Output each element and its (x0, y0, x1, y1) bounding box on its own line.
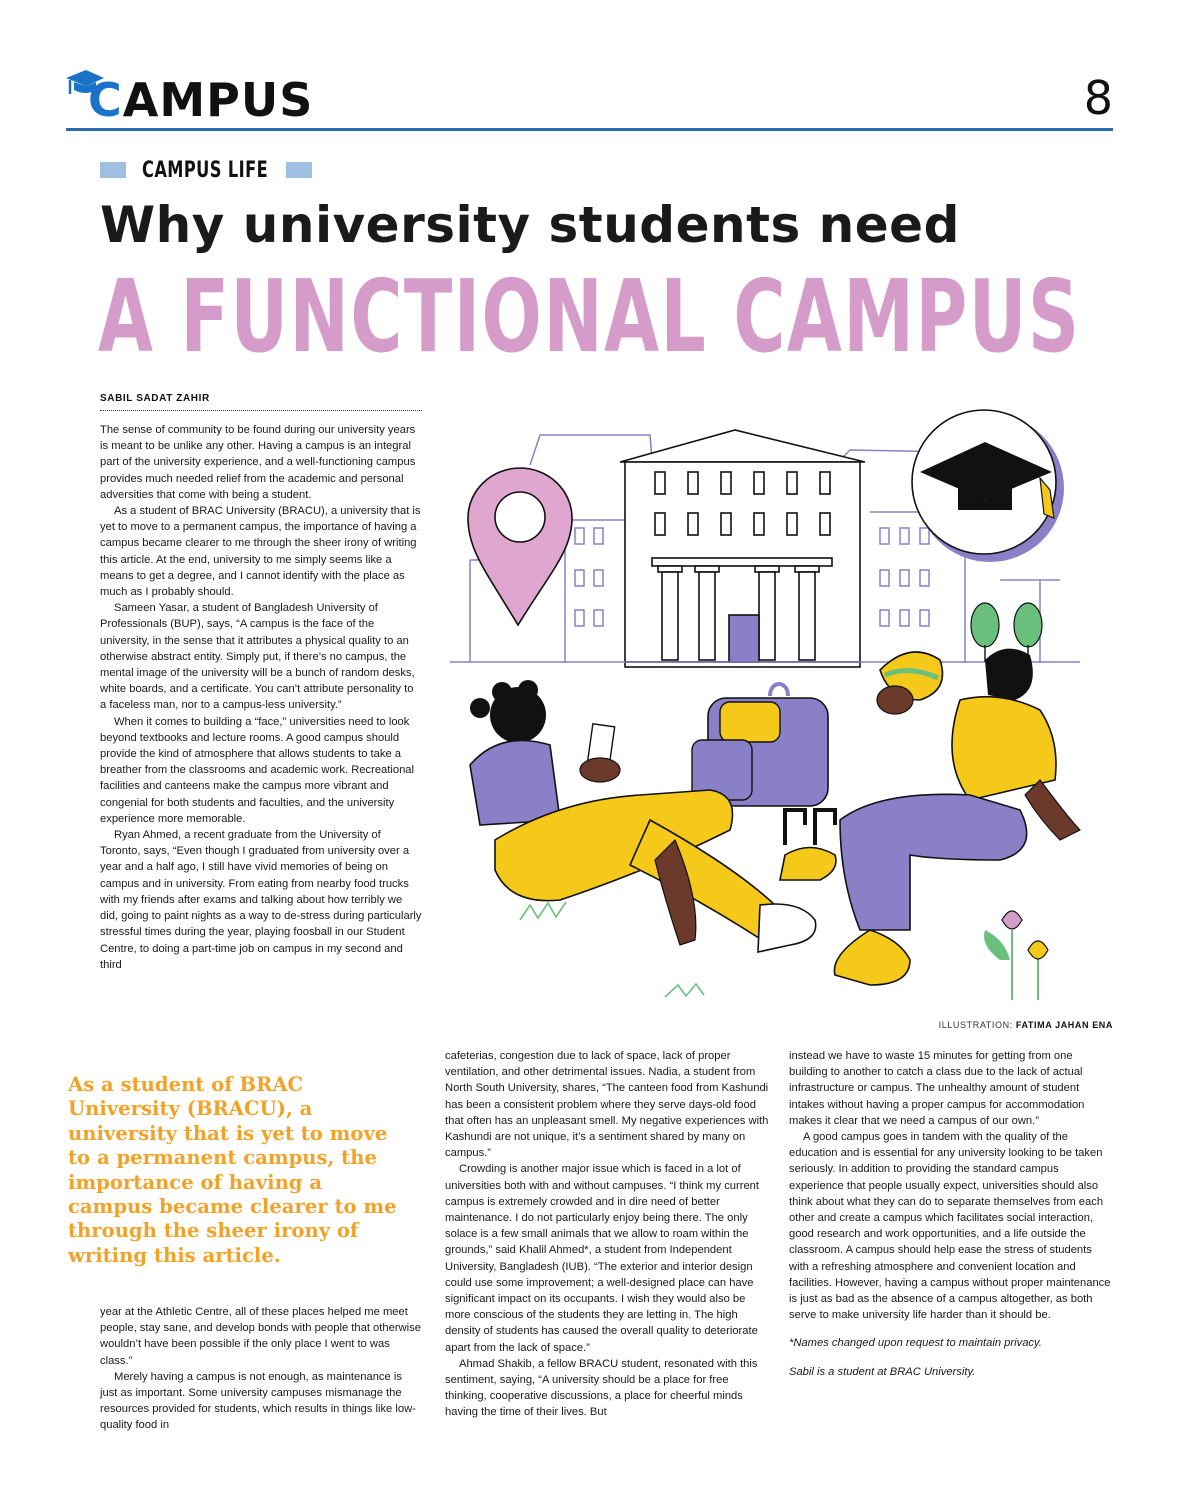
section-marker-left (100, 162, 126, 178)
backpack-icon (692, 684, 828, 806)
paragraph: The sense of community to be found during our university years is meant to be unlike any other. Having a campus is an integral part of the university experience, and a well-functioning campus provides much needed relief from the academic and personal adversities that come with being a student. (100, 424, 416, 501)
section-marker-right (286, 162, 312, 178)
article-column-3 (789, 1048, 1113, 1380)
student-right (780, 649, 1080, 985)
masthead-rule (66, 128, 1113, 131)
article-column-2 (445, 1048, 770, 1421)
illustrator-name: FATIMA JAHAN ENA (1015, 1020, 1113, 1030)
paragraph: year at the Athletic Centre, all of these places helped me meet people, stay sane, and develop bonds with people that otherwise wouldn’t have been possible if the only place I went to was class.” (100, 1306, 421, 1367)
author-note: Sabil is a student at BRAC University. (789, 1365, 976, 1378)
byline: SABIL SADAT ZAHIR (100, 393, 210, 404)
article-column-1-continued (100, 1304, 422, 1434)
section-label: CAMPUS LIFE (142, 157, 269, 183)
paragraph: cafeterias, congestion due to lack of space, lack of proper ventilation, and other detrimental issues. Nadia, a student from North South University, shares, “The canteen food from Kashundi has been a consistent problem where they serve days-old food that often has an unpleasant smell. My negative experiences with Kashundi are not unique, it’s a sentiment shared by many on campus.” (445, 1050, 769, 1160)
byline-rule (100, 410, 422, 411)
paragraph: Merely having a campus is not enough, as maintenance is just as important. Some university campuses mismanage the resources provided for students, which results in things like low-quality food in (100, 1370, 416, 1432)
article-column-1 (100, 422, 422, 973)
paragraph: Ahmad Shakib, a fellow BRACU student, resonated with this sentiment, saying, “A university should be a place for free thinking, cooperative discussions, a place for cheerful minds having the time of their lives. But (445, 1357, 758, 1419)
illustration-credit-prefix: ILLUSTRATION: (938, 1020, 1013, 1030)
campus-logo (66, 68, 336, 128)
paragraph: instead we have to waste 15 minutes for getting from one building to another to catch a class due to the lack of actual infrastructure or campus. The unhealthy amount of student intakes without having a proper campus for accommodation makes it clear that we need a campus of our own.” (789, 1050, 1085, 1127)
pull-quote: As a student of BRAC University (BRACU), a university that is yet to move to a permanent campus, the importance of having a campus became clearer to me through the sheer irony of writing this article. (68, 1073, 397, 1267)
tulips (984, 911, 1048, 1000)
headline-line-2: A FUNCTIONAL CAMPUS (98, 258, 1081, 375)
paragraph: When it comes to building a “face,” universities need to look beyond textbooks and lecture rooms. A good campus should provide the kind of atmosphere that allows students to take a breather from the classrooms and academic work. Recreational facilities and canteens make the campus more vibrant and congenial for both students and faculties, and the university experience more memorable. (100, 715, 415, 825)
location-pin-icon (468, 468, 572, 625)
campus-illustration (440, 400, 1120, 1015)
paragraph: Ryan Ahmed, a recent graduate from the University of Toronto, says, “Even though I graduated from university over a year and a half ago, I still have vivid memories of being on campus and in university. From eating from nearby food trucks with my friends after exams and talking about how terribly we did, going to paint nights as a way to de-stress during particularly stressful times during the year, playing foosball in our Student Centre, to doing a part-time job on campus in my second and third (100, 829, 422, 971)
paragraph: A good campus goes in tandem with the quality of the education and is essential for any university looking to be taken seriously. In addition to providing the standard campus experience that people usually expect, universities should also think about what they can do to separate themselves from each other and create a campus which facilitates social interaction, good research and work opportunities, and a life outside the classroom. A campus should help ease the stress of students with a refreshing atmosphere and convenient location and facilities. However, having a campus without proper maintenance is just as bad as the absence of a campus altogether, as both serve to make university life harder than it should be. (789, 1131, 1111, 1322)
paragraph: Crowding is another major issue which is faced in a lot of universities both with and without campuses. “I think my current campus is extremely crowded and in dire need of better maintenance. I do not particularly enjoy being there. The only solace is a few small animals that we allow to roam within the grounds,” said Khalil Ahmed*, a student from Independent University, Bangladesh (IUB). “The exterior and interior design could use some improvement; a well-designed place can have significant impact on its occupants. I wish they would also be more conscious of the students they are letting in. The high density of students has caused the overall quality to deteriorate apart from the lack of space.” (445, 1163, 760, 1354)
graduation-cap-badge (912, 410, 1064, 562)
section-header (100, 155, 312, 185)
illustration-credit (939, 1020, 1113, 1030)
privacy-note: *Names changed upon request to maintain privacy. (789, 1337, 1042, 1350)
paragraph: Sameen Yasar, a student of Bangladesh University of Professionals (BUP), says, “A campus is the face of the university, in the sense that it attributes a physical quality to an otherwise abstract entity. Simply put, if there’s no campus, the mental image of the university will be a bunch of random desks, white boards, and a certificate. You can’t attribute personality to a faceless man, nor to a campus-less university.” (100, 602, 415, 712)
page-number: 8 (1083, 71, 1113, 125)
headline-line-1: Why university students need (100, 196, 960, 254)
logo-letters: AMPUS (122, 73, 314, 127)
logo-letter-c: C (88, 73, 123, 127)
paragraph: As a student of BRAC University (BRACU), a university that is yet to move to a permanent campus, the importance of having a campus became clearer to me through the sheer irony of writing this article. At the end, university to me simply seems like a means to get a degree, and I cannot identify with the place as much as I probably should. (100, 505, 421, 599)
